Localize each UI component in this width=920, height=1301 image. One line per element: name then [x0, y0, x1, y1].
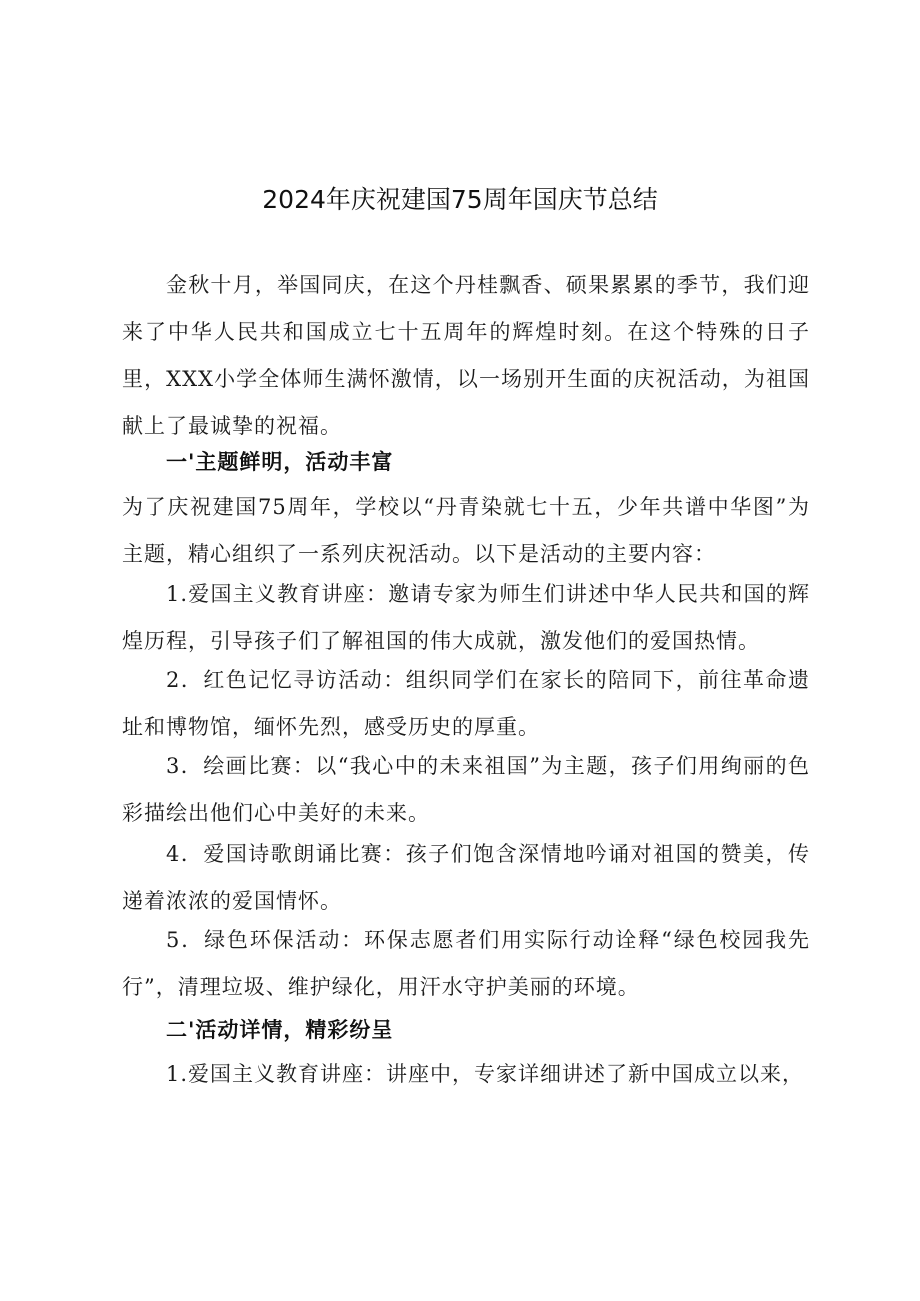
section-2-list-item-1: 1.爱国主义教育讲座：讲座中，专家详细讲述了新中国成立以来，	[166, 1062, 805, 1086]
list-item-2: 2．红色记忆寻访活动：组织同学们在家长的陪同下，前往革命遗址和博物馆，缅怀先烈，感受历史的厚重。	[122, 668, 810, 739]
list-item-1: 1.爱国主义教育讲座：邀请专家为师生们讲述中华人民共和国的辉煌历程，引导孩子们了解祖国的伟大成就，激发他们的爱国热情。	[122, 582, 810, 653]
document-title: 2024年庆祝建国75周年国庆节总结	[262, 185, 658, 214]
section-2-heading: 二'活动详情，精彩纷呈	[166, 1017, 394, 1042]
list-item-5: 5．绿色环保活动：环保志愿者们用实际行动诠释“绿色校园我先行”，清理垃圾、维护绿化，用汗水守护美丽的环境。	[122, 928, 810, 999]
section-1-heading: 一'主题鲜明，活动丰富	[166, 449, 394, 474]
section-1-intro-paragraph: 为了庆祝建国75周年，学校以“丹青染就七十五，少年共谱中华图”为主题，精心组织了一系列庆祝活动。以下是活动的主要内容：	[122, 495, 810, 566]
list-item-4: 4．爱国诗歌朗诵比赛：孩子们饱含深情地吟诵对祖国的赞美，传递着浓浓的爱国情怀。	[122, 842, 810, 913]
list-item-3: 3．绘画比赛：以“我心中的未来祖国”为主题，孩子们用绚丽的色彩描绘出他们心中美好的未来。	[122, 754, 810, 825]
intro-paragraph: 金秋十月，举国同庆，在这个丹桂飘香、硕果累累的季节，我们迎来了中华人民共和国成立七十五周年的辉煌时刻。在这个特殊的日子里，XXX小学全体师生满怀激情，以一场别开生面的庆祝活动，为祖国献上了最诚挚的祝福。	[122, 273, 810, 438]
